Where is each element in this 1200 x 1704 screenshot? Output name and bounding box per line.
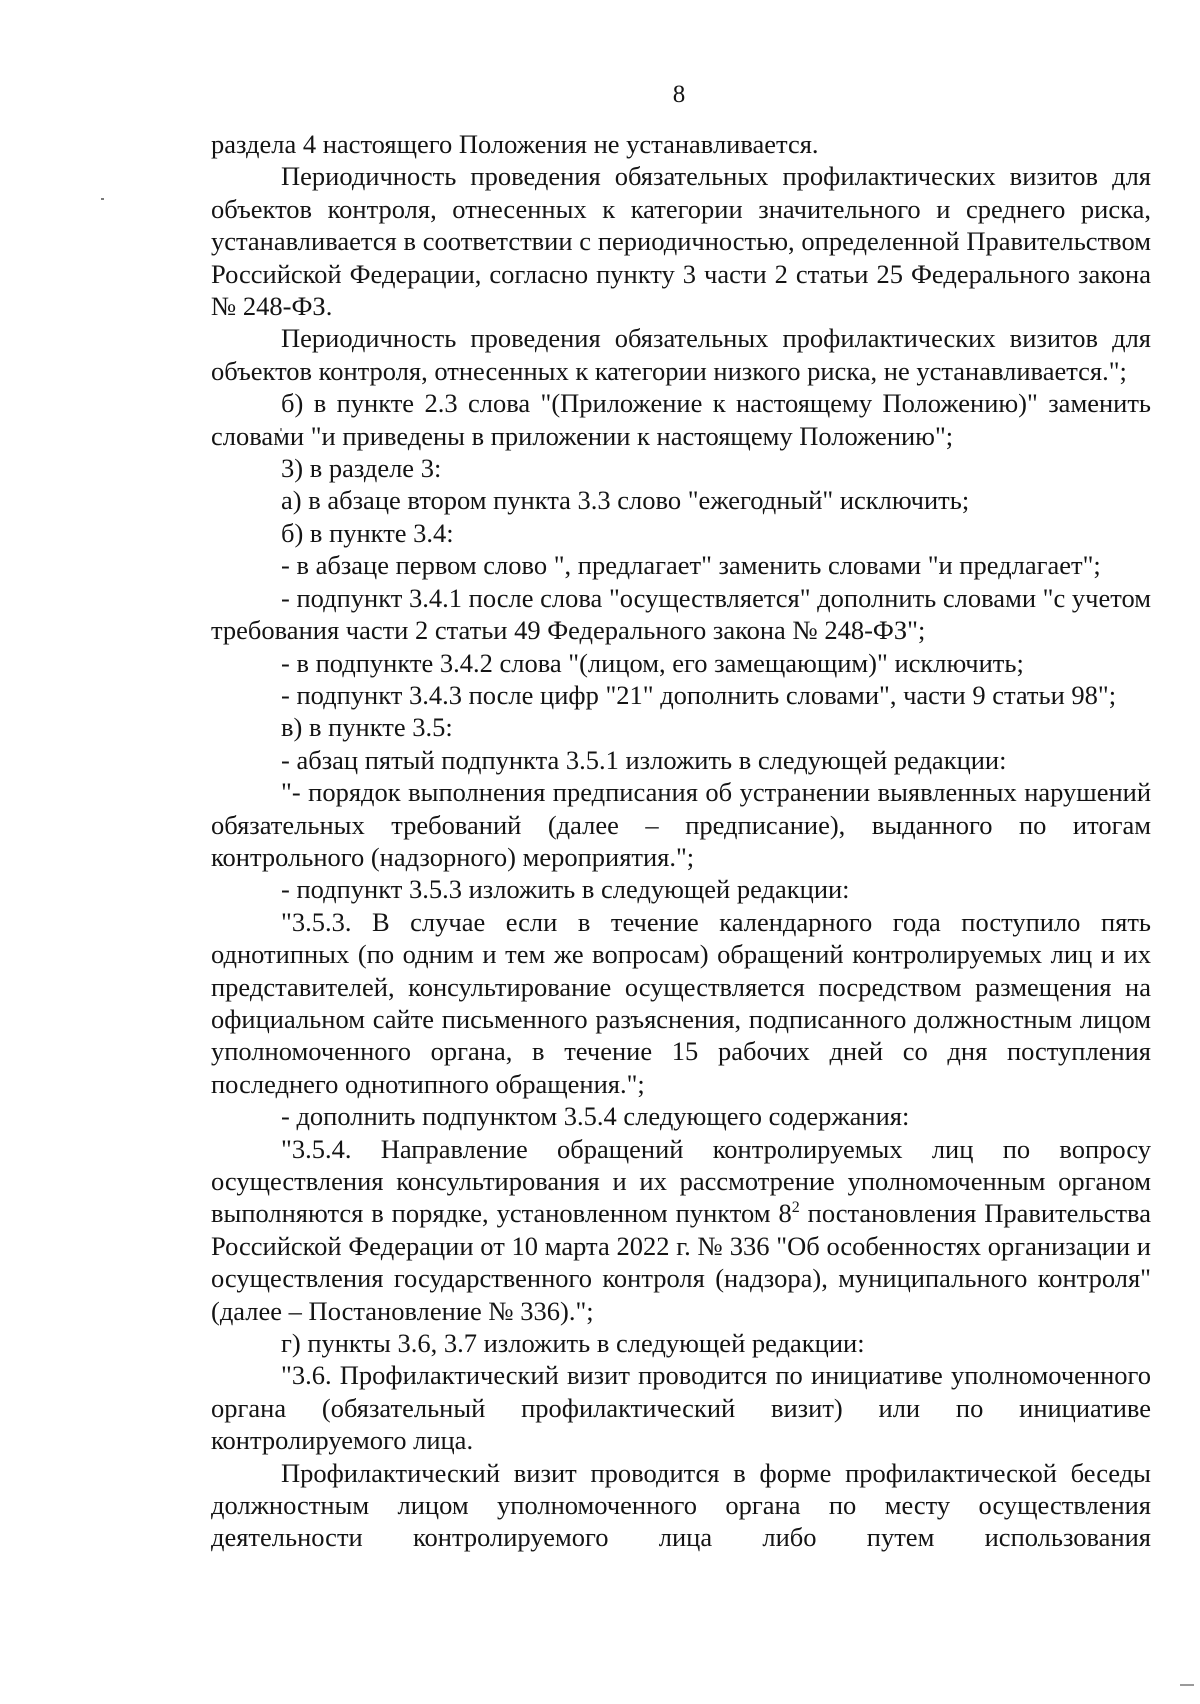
paragraph: - подпункт 3.5.3 изложить в следующей редакции: (281, 874, 850, 905)
scan-artifact (1180, 1684, 1194, 1686)
paragraph: "- порядок выполнения предписания об устранении выявленных нарушений обязательных требований (далее – предписание), выданного по итогам контрольного (надзорного) мероприятия."; (211, 777, 1151, 872)
paragraph: в) в пункте 3.5: (281, 712, 453, 743)
paragraph: - абзац пятый подпункта 3.5.1 изложить в следующей редакции: (281, 744, 1007, 775)
page-number: 8 (672, 81, 686, 108)
paragraph: - в подпункте 3.4.2 слова "(лицом, его замещающим)" исключить; (281, 647, 1024, 678)
paragraph (211, 1133, 1151, 1327)
paragraph: раздела 4 настоящего Положения не устанавливается. (211, 129, 819, 159)
paragraph: а) в абзаце втором пункта 3.3 слово "ежегодный" исключить; (281, 485, 970, 516)
paragraph: Периодичность проведения обязательных профилактических визитов для объектов контроля, отнесенных к категории значительного и среднего риска, устанавливается в соответствии с периодичностью, определенной Правительством Российской Федерации, согласно пункту 3 части 2 статьи 25 Федерального закона № 248-ФЗ. (211, 161, 1151, 322)
paragraph: - подпункт 3.4.3 после цифр "21" дополнить словами", части 9 статьи 98"; (281, 679, 1117, 710)
paragraph: Профилактический визит проводится в форме профилактической беседы должностным лицом уполномоченного органа по месту осуществления деятельности контролируемого лица либо путем использования (211, 1457, 1151, 1553)
superscript: 2 (791, 1199, 800, 1217)
paragraph: 3) в разделе 3: (281, 453, 442, 484)
paragraph: Периодичность проведения обязательных профилактических визитов для объектов контроля, отнесенных к категории низкого риска, не устанавливается."; (211, 323, 1151, 386)
paragraph: б) в пункте 2.3 слова "(Приложение к настоящему Положению)" заменить словами "и приведены в приложении к настоящему Положению"; (211, 388, 1151, 451)
paragraph: б) в пункте 3.4: (281, 517, 454, 548)
paragraph: г) пункты 3.6, 3.7 изложить в следующей редакции: (281, 1328, 865, 1359)
paragraph-text: "3.5.4. Направление обращений контролируемых лиц по вопросу осуществления консультирования и их рассмотрение уполномоченным органом выполняются в порядке, установленном пунктом 8 (211, 1133, 1151, 1229)
paragraph: - дополнить подпунктом 3.5.4 следующего содержания: (281, 1101, 910, 1132)
paragraph: - подпункт 3.4.1 после слова "осуществляется" дополнить словами "с учетом требования части 2 статьи 49 Федерального закона № 248-ФЗ"; (211, 582, 1151, 646)
paragraph: "3.6. Профилактический визит проводится по инициативе уполномоченного органа (обязательный профилактический визит) или по инициативе контролируемого лица. (211, 1360, 1151, 1456)
paragraph-text: постановления Правительства Российской Федерации от 10 марта 2022 г. № 336 "Об особенностях организации и осуществления государственного контроля (надзора), муниципального контроля" (далее – Постановление № 336)."; (211, 1198, 1151, 1326)
paragraph: - в абзаце первом слово ", предлагает" заменить словами "и предлагает"; (281, 550, 1101, 581)
paragraph: "3.5.3. В случае если в течение календарного года поступило пять однотипных (по одним и тем же вопросам) обращений контролируемых лиц и их представителей, консультирование осуществляется посредством размещения на официальном сайте письменного разъяснения, подписанного должностным лицом уполномоченного органа, в течение 15 рабочих дней со дня поступления последнего однотипного обращения."; (211, 906, 1151, 1099)
scan-artifact (101, 198, 104, 200)
document-body (211, 128, 1151, 1554)
